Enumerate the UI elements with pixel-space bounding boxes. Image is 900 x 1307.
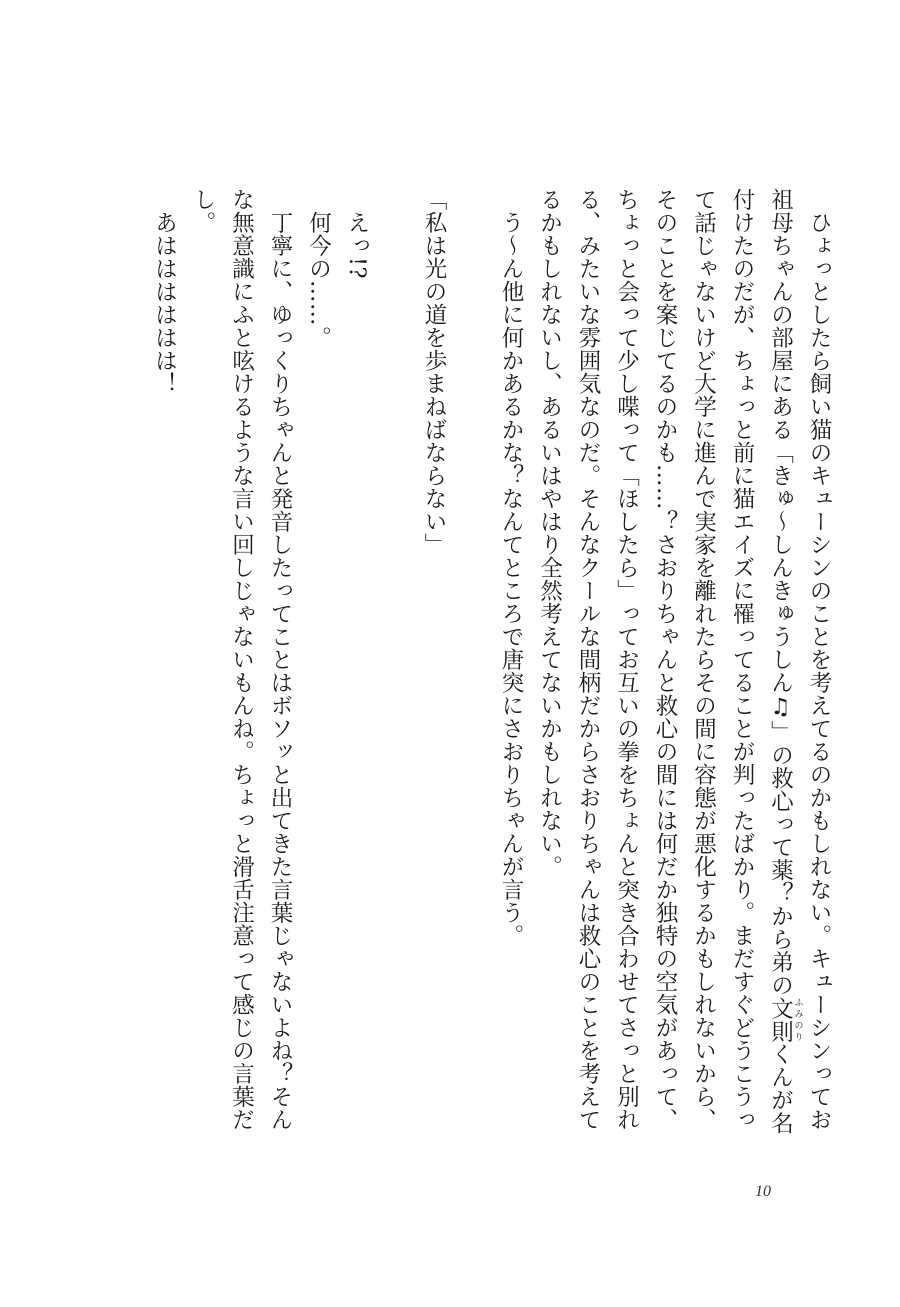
page-number: 10 xyxy=(755,1183,771,1200)
paragraph-1-after: くんが名付けたのだが、ちょっと前に猫エイズに罹ってることが判ったばかり。まだすぐどうこうって話じゃないけど大学に進んで実家を離れたらその間に容態が悪化するかもしれないから、そのことを案じてるのかも……？さおりちゃんと救心の間には何だか独特の空気があって、ちょっと会って少し喋って「ほしたら」ってお互いの拳をちょんと突き合わせてさっと別れる、みたいな雰囲気なのだ。そんなクールな間柄だからさおりちゃんは救心のことを考えてるかもしれないし、あるいはやはり全然考えてないかもしれない。 xyxy=(536,188,794,1135)
blank-line xyxy=(453,188,492,189)
paragraph-1 xyxy=(530,188,838,1148)
paragraph-6: あはははははは！ xyxy=(151,210,178,395)
ruby-base: 文則 xyxy=(767,996,794,1043)
paragraph-5: 丁寧に、ゆっくりちゃんと発音したってことはボソッと出てきた言葉じゃないよね？そんな無意識にふと呟けるような言い回しじゃないもんね。ちょっと滑舌注意って感じの言葉だし。 xyxy=(190,188,293,1131)
paragraph-4: 何今の……。 xyxy=(305,210,332,349)
paragraph-2: う〜ん他に何かあるかな？なんてところで唐突にさおりちゃんが言う。 xyxy=(498,210,524,947)
blank-line xyxy=(376,188,415,189)
ruby-reading: ふみのり xyxy=(792,996,803,1043)
quote-line: 「私は光の道を歩まねばならない」 xyxy=(421,188,447,556)
furigana-fuminori xyxy=(767,996,803,1043)
paragraph-1-before: ひょっとしたら飼い猫のキューシンのことを考えてるのかもしれない。キューシンってお祖母ちゃんの部屋にある「きゅ〜しんきゅうしん♫」の救心って薬？から弟の xyxy=(767,188,832,1131)
vertical-text-block xyxy=(145,188,838,1148)
paragraph-3: えっ!? xyxy=(344,210,370,279)
